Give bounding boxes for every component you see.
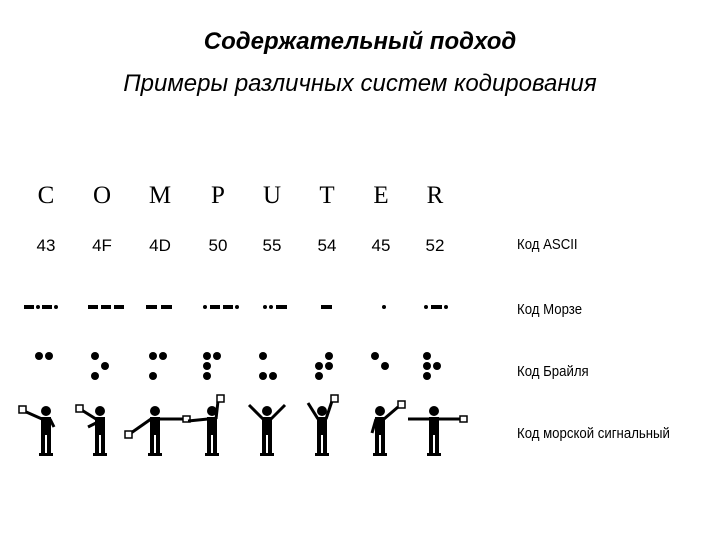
ascii-code-u: 55 [262,236,282,255]
letter-e: E [373,182,389,209]
label-braille: Код Брайля [517,363,589,380]
semaphore-t [308,395,338,456]
letter-u: U [262,182,282,209]
label-semaphore: Код морской сигнальный [517,425,670,442]
slide-title: Содержательный подход [203,28,517,55]
semaphore-c [19,406,54,456]
ascii-code-p: 50 [208,236,228,255]
ascii-code-c: 43 [36,236,56,255]
letter-p: P [211,182,225,209]
ascii-code-e: 45 [371,236,391,255]
letter-r: R [426,182,444,209]
semaphore-e [372,401,405,456]
label-ascii: Код ASCII [517,236,578,253]
label-morse: Код Морзе [517,301,583,318]
semaphore-o [76,405,107,456]
semaphore-u [249,405,285,456]
semaphore-p [188,395,224,456]
semaphore-r [408,406,467,456]
letter-o: O [92,182,112,209]
ascii-code-o: 4F [92,236,112,255]
ascii-code-t: 54 [317,236,337,255]
letter-c: C [37,182,55,209]
letter-t: T [319,182,335,209]
ascii-code-m: 4D [149,236,171,255]
semaphore-m [125,406,190,456]
letter-m: M [148,182,172,209]
slide-subtitle: Примеры различных систем кодирования [123,70,597,97]
ascii-code-r: 52 [425,236,445,255]
